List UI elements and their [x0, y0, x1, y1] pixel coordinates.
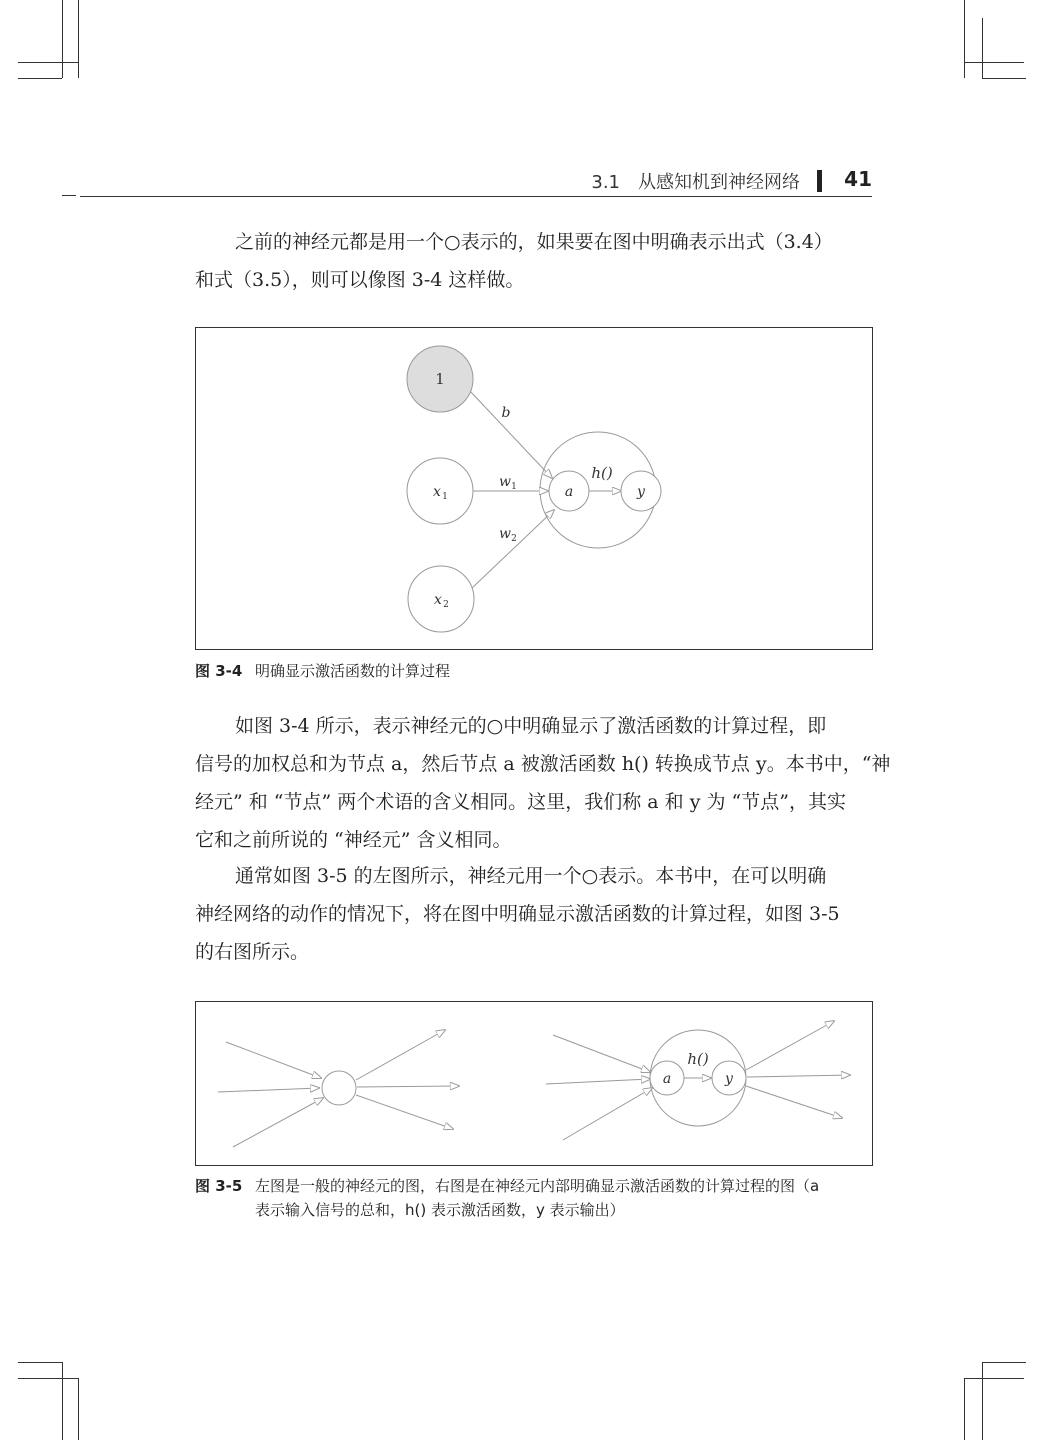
crop-mark [78, 1378, 79, 1440]
chapter-title: 3.1 从感知机到神经网络 [591, 172, 800, 193]
y-node-label: y [637, 484, 645, 500]
paragraph-3 [195, 857, 872, 971]
page-number: 41 [844, 167, 872, 191]
right-y-label: y [725, 1071, 733, 1087]
figure-3-4-diagram [196, 328, 872, 649]
caption-label: 图 3-4 [195, 662, 243, 680]
crop-mark [62, 1362, 63, 1440]
running-header [80, 164, 872, 197]
right-input-edge [546, 1079, 650, 1084]
edge-bias [469, 390, 552, 478]
text-line: 之前的神经元都是用一个○表示的，如果要在图中明确表示出式（3.4） [235, 231, 833, 253]
caption-text: 明确显示激活函数的计算过程 [255, 662, 451, 680]
bias-node-label: 1 [435, 370, 445, 388]
figure-3-5-diagram [196, 1002, 872, 1165]
text-line: 如图 3-4 所示，表示神经元的○中明确显示了激活函数的计算过程，即 [235, 715, 827, 737]
crop-mark [964, 1378, 965, 1440]
crop-mark [18, 62, 78, 63]
x1-subscript: 1 [442, 492, 448, 502]
text-line: 神经网络的动作的情况下，将在图中明确显示激活函数的计算过程，如图 3-5 [195, 903, 840, 925]
crop-mark [78, 0, 79, 78]
right-output-edge [747, 1075, 850, 1077]
crop-mark [982, 78, 1026, 79]
w1-subscript: 1 [511, 482, 517, 492]
left-input-edge [226, 1042, 321, 1078]
left-input-edge [218, 1088, 319, 1092]
crop-mark [964, 0, 965, 78]
crop-mark [18, 78, 62, 79]
text-line: 的右图所示。 [195, 941, 310, 963]
crop-mark [18, 1362, 62, 1363]
right-a-label: a [662, 1071, 672, 1087]
crop-mark [982, 1362, 1026, 1363]
text-line: 和式（3.5），则可以像图 3-4 这样做。 [195, 269, 525, 291]
caption-text: 表示输入信号的总和，h() 表示激活函数，y 表示输出） [255, 1201, 625, 1219]
h-label: h() [591, 464, 613, 482]
x1-label: x [433, 484, 441, 500]
crop-mark [62, 0, 63, 78]
figure-3-4 [195, 327, 873, 650]
crop-mark [982, 18, 983, 78]
header-bar [817, 170, 822, 192]
right-input-edge [563, 1088, 652, 1140]
paragraph-2 [195, 707, 891, 859]
left-output-edge [356, 1030, 445, 1080]
caption-figure-3-4 [195, 659, 875, 683]
left-neuron [322, 1071, 356, 1105]
left-output-edge [357, 1086, 459, 1087]
left-output-edge [356, 1095, 453, 1129]
w1-label: w [499, 474, 511, 490]
w2-subscript: 2 [511, 534, 517, 544]
edge-x2 [472, 510, 554, 588]
text-line: 经元” 和 “节点” 两个术语的含义相同。这里，我们称 a 和 y 为 “节点”，其实 [195, 791, 846, 813]
crop-mark [982, 1362, 983, 1440]
x2-subscript: 2 [443, 600, 449, 610]
crop-mark [964, 1378, 1024, 1379]
crop-mark [18, 1378, 78, 1379]
text-line: 通常如图 3-5 的左图所示，神经元用一个○表示。本书中，在可以明确 [235, 865, 827, 887]
caption-text: 左图是一般的神经元的图，右图是在神经元内部明确显示激活函数的计算过程的图（a [255, 1177, 820, 1195]
right-output-edge [746, 1086, 842, 1118]
text-line: 它和之前所说的 “神经元” 含义相同。 [195, 829, 512, 851]
paragraph-1 [195, 223, 872, 299]
left-input-edge [233, 1098, 323, 1147]
crop-mark [964, 62, 1024, 63]
label-b: b [501, 405, 511, 421]
right-output-edge [746, 1021, 834, 1070]
right-h-label: h() [687, 1050, 709, 1068]
a-node-label: a [564, 484, 574, 500]
header-rule-stub [62, 195, 76, 196]
right-input-edge [553, 1035, 650, 1072]
figure-3-5 [195, 1001, 873, 1166]
w2-label: w [499, 526, 511, 542]
caption-label: 图 3-5 [195, 1177, 243, 1195]
text-line: 信号的加权总和为节点 a，然后节点 a 被激活函数 h() 转换成节点 y。本书中，“神 [195, 753, 891, 775]
x2-label: x [434, 592, 442, 608]
caption-figure-3-5 [195, 1174, 875, 1222]
